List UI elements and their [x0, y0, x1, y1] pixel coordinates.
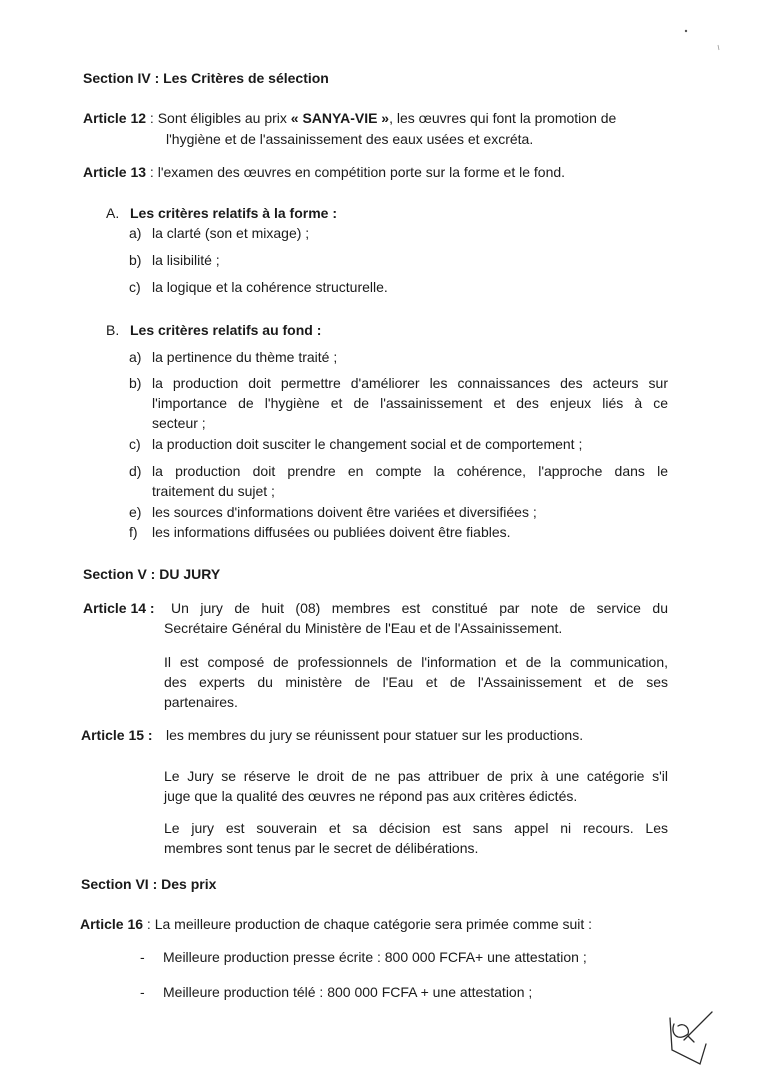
- group-b-item-text: la production doit susciter le changement social et de comportement ;: [152, 436, 583, 452]
- article-14-text: Il est composé de professionnels de l'information et de la communication,: [164, 654, 668, 670]
- group-b-item-text: secteur ;: [152, 415, 206, 431]
- group-a-item-text: la lisibilité ;: [152, 252, 220, 268]
- article-12-sep: :: [146, 110, 158, 126]
- bullet-dash: -: [140, 984, 145, 1000]
- group-a-item-text: la clarté (son et mixage) ;: [152, 225, 310, 241]
- group-b-letter: B.: [106, 322, 120, 338]
- group-b-item-text: l'importance de l'hygiène et de l'assainissement et des enjeux liés à ce: [152, 395, 668, 411]
- article-15-label: Article 15 :: [81, 727, 153, 743]
- article-14-label: Article 14 :: [83, 600, 155, 616]
- group-b-item-letter: f): [129, 524, 138, 540]
- group-b-item-text: la production doit permettre d'améliorer les connaissances des acteurs sur: [152, 375, 668, 391]
- group-a-heading: Les critères relatifs à la forme :: [130, 205, 337, 221]
- article-15-text: les membres du jury se réunissent pour statuer sur les productions.: [166, 727, 584, 743]
- bullet-text: Meilleure production presse écrite : 800 000 FCFA+ une attestation ;: [163, 949, 587, 965]
- group-b-item-letter: d): [129, 463, 142, 479]
- article-15-text: juge que la qualité des œuvres ne répond pas aux critères édictés.: [164, 788, 578, 804]
- article-12-post: , les œuvres qui font la promotion de: [389, 110, 617, 126]
- scan-speck: [685, 30, 687, 32]
- bullet-dash: -: [140, 949, 145, 965]
- article-15-text: Le Jury se réserve le droit de ne pas attribuer de prix à une catégorie s'il: [164, 768, 668, 784]
- article-16-sep: :: [143, 916, 155, 932]
- group-b-item-letter: c): [129, 436, 141, 452]
- group-b-item-letter: b): [129, 375, 142, 391]
- article-14-text: Un jury de huit (08) membres est constitué par note de service du: [171, 600, 668, 616]
- group-b-heading: Les critères relatifs au fond :: [130, 322, 322, 338]
- article-16-text: La meilleure production de chaque catégorie sera primée comme suit :: [154, 916, 593, 932]
- group-a-item-letter: a): [129, 225, 142, 241]
- group-b-item-letter: a): [129, 349, 142, 365]
- group-b-item-text: la pertinence du thème traité ;: [152, 349, 338, 365]
- section-vi-title: Section VI : Des prix: [81, 876, 217, 892]
- article-14-text: Secrétaire Général du Ministère de l'Eau et de l'Assainissement.: [164, 620, 563, 636]
- group-a-item-text: la logique et la cohérence structurelle.: [152, 279, 388, 295]
- bullet-text: Meilleure production télé : 800 000 FCFA + une attestation ;: [163, 984, 533, 1000]
- group-b-item-text: la production doit prendre en compte la cohérence, l'approche dans le: [152, 463, 668, 479]
- prize-name: « SANYA-VIE »: [290, 110, 390, 126]
- group-b-item-letter: e): [129, 504, 142, 520]
- article-13-sep: :: [146, 164, 158, 180]
- initials-signature-icon: [670, 1012, 712, 1064]
- article-15-text: membres sont tenus par le secret de délibérations.: [164, 840, 479, 856]
- section-v-title: Section V : DU JURY: [83, 566, 221, 582]
- group-b-item-text: traitement du sujet ;: [152, 483, 275, 499]
- group-a-letter: A.: [106, 205, 120, 221]
- scan-speck: [718, 45, 719, 50]
- group-b-item-text: les informations diffusées ou publiées doivent être fiables.: [152, 524, 511, 540]
- article-15-text: Le jury est souverain et sa décision est sans appel ni recours. Les: [164, 820, 668, 836]
- group-a-item-letter: b): [129, 252, 142, 268]
- article-16-label: Article 16: [80, 916, 144, 932]
- article-13-text: l'examen des œuvres en compétition porte sur la forme et le fond.: [157, 164, 566, 180]
- group-b-item-text: les sources d'informations doivent être variées et diversifiées ;: [152, 504, 537, 520]
- article-14-text: des experts du ministère de l'Eau et de l'Assainissement et de ses: [164, 674, 668, 690]
- group-a-item-letter: c): [129, 279, 141, 295]
- article-12-line2: l'hygiène et de l'assainissement des eaux usées et excréta.: [166, 131, 534, 147]
- article-14-text: partenaires.: [164, 694, 238, 710]
- section-iv-title: Section IV : Les Critères de sélection: [83, 70, 329, 86]
- article-13-label: Article 13: [83, 164, 147, 180]
- article-12-pre: Sont éligibles au prix: [157, 110, 291, 126]
- article-12-label: Article 12: [83, 110, 147, 126]
